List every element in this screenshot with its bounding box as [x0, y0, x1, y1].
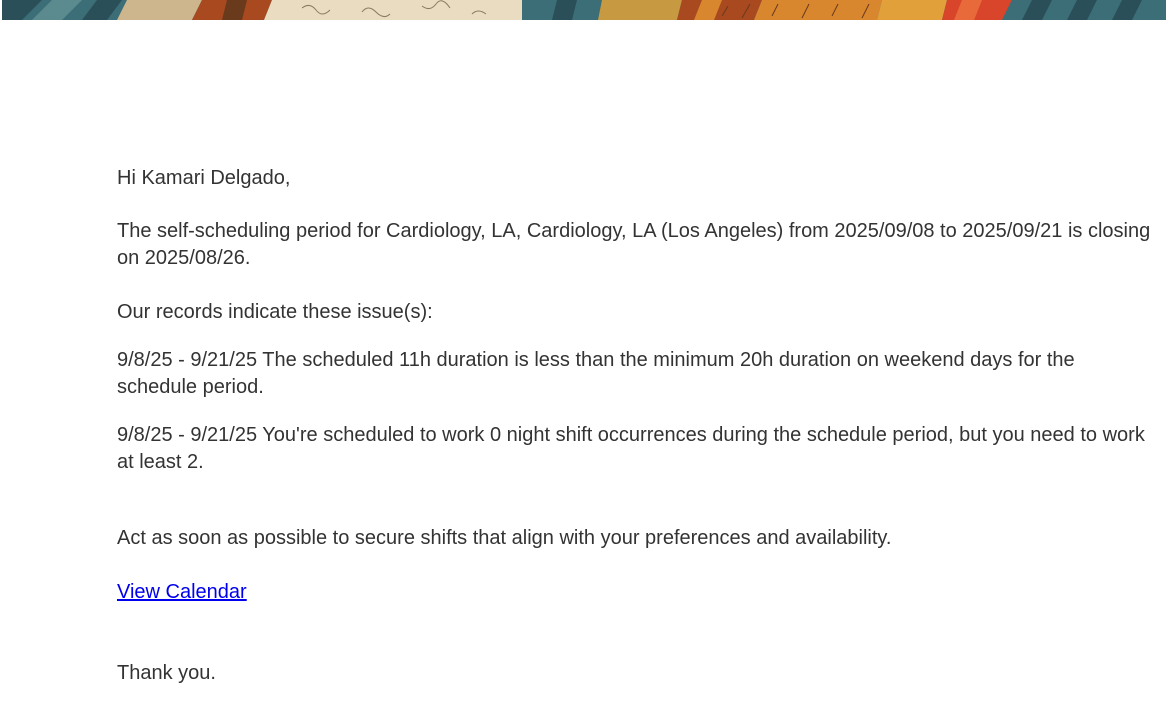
- view-calendar-container: [117, 579, 1157, 606]
- call-to-action-text: Act as soon as possible to secure shifts that align with your preferences and availability.: [117, 527, 892, 549]
- closing-text: Thank you.: [117, 662, 216, 684]
- intro-paragraph: The self-scheduling period for Cardiology, LA, Cardiology, LA (Los Angeles) from 2025/09/08 to 2025/09/21 is closing on 2025/08/26.: [117, 220, 1151, 269]
- email-body: [117, 165, 1157, 687]
- view-calendar-link[interactable]: View Calendar: [117, 581, 247, 603]
- greeting-text: Hi Kamari Delgado,: [117, 167, 291, 189]
- issues-heading: Our records indicate these issue(s):: [117, 301, 433, 323]
- issue-item: 9/8/25 - 9/21/25 You're scheduled to work 0 night shift occurrences during the schedule period, but you need to work at least 2.: [117, 424, 1145, 473]
- decorative-pattern: [2, 0, 1166, 20]
- header-banner-image: [2, 0, 1166, 20]
- issue-item: 9/8/25 - 9/21/25 The scheduled 11h duration is less than the minimum 20h duration on weekend days for the schedule period.: [117, 349, 1075, 398]
